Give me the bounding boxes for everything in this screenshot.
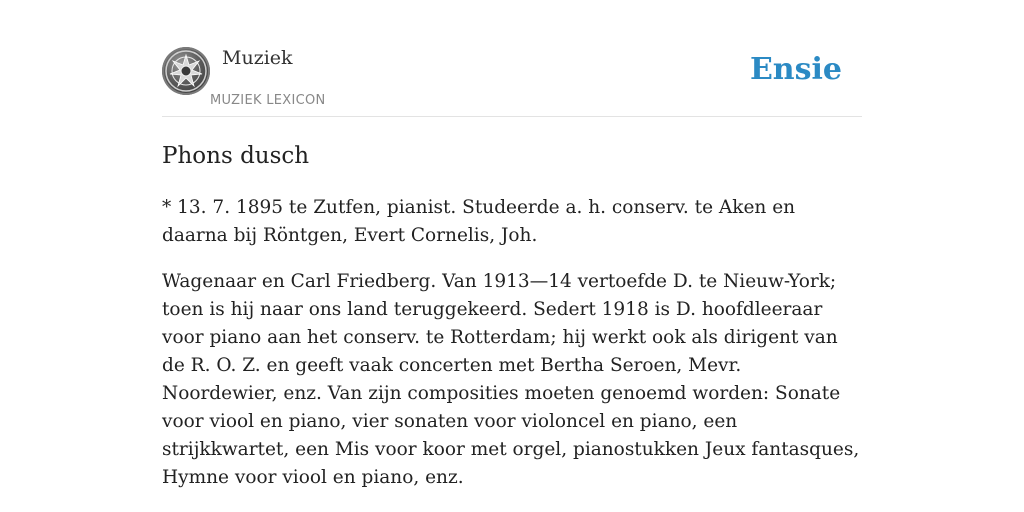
emblem-icon[interactable]: [162, 47, 210, 95]
article-paragraph: * 13. 7. 1895 te Zutfen, pianist. Studeerde a. h. conserv. te Aken en daarna bij Röntgen, Evert Cornelis, Joh.: [162, 197, 796, 246]
site-subtitle[interactable]: MUZIEK LEXICON: [210, 93, 326, 108]
page: [162, 0, 862, 492]
header: [162, 0, 862, 117]
emblem-graphic: [162, 47, 210, 95]
article-title: Phons dusch: [162, 143, 310, 169]
article-paragraph: Wagenaar en Carl Friedberg. Van 1913—14 vertoefde D. te Nieuw-York; toen is hij naar ons land teruggekeerd. Sedert 1918 is D. hoofdleeraar voor piano aan het conserv. te Rotterdam; hij werkt ook als dirigent van de R. O. Z. en geeft vaak concerten met Bertha Seroen, Mevr. Noordewier, enz. Van zijn composities moeten genoemd worden: Sonate voor viool en piano, vier sonaten voor violoncel en piano, een strijkkwartet, een Mis voor koor met orgel, pianostukken Jeux fantasques, Hymne voor viool en piano, enz.: [162, 271, 860, 488]
brand-logo[interactable]: Ensie: [749, 52, 842, 87]
site-name[interactable]: Muziek: [222, 47, 293, 69]
